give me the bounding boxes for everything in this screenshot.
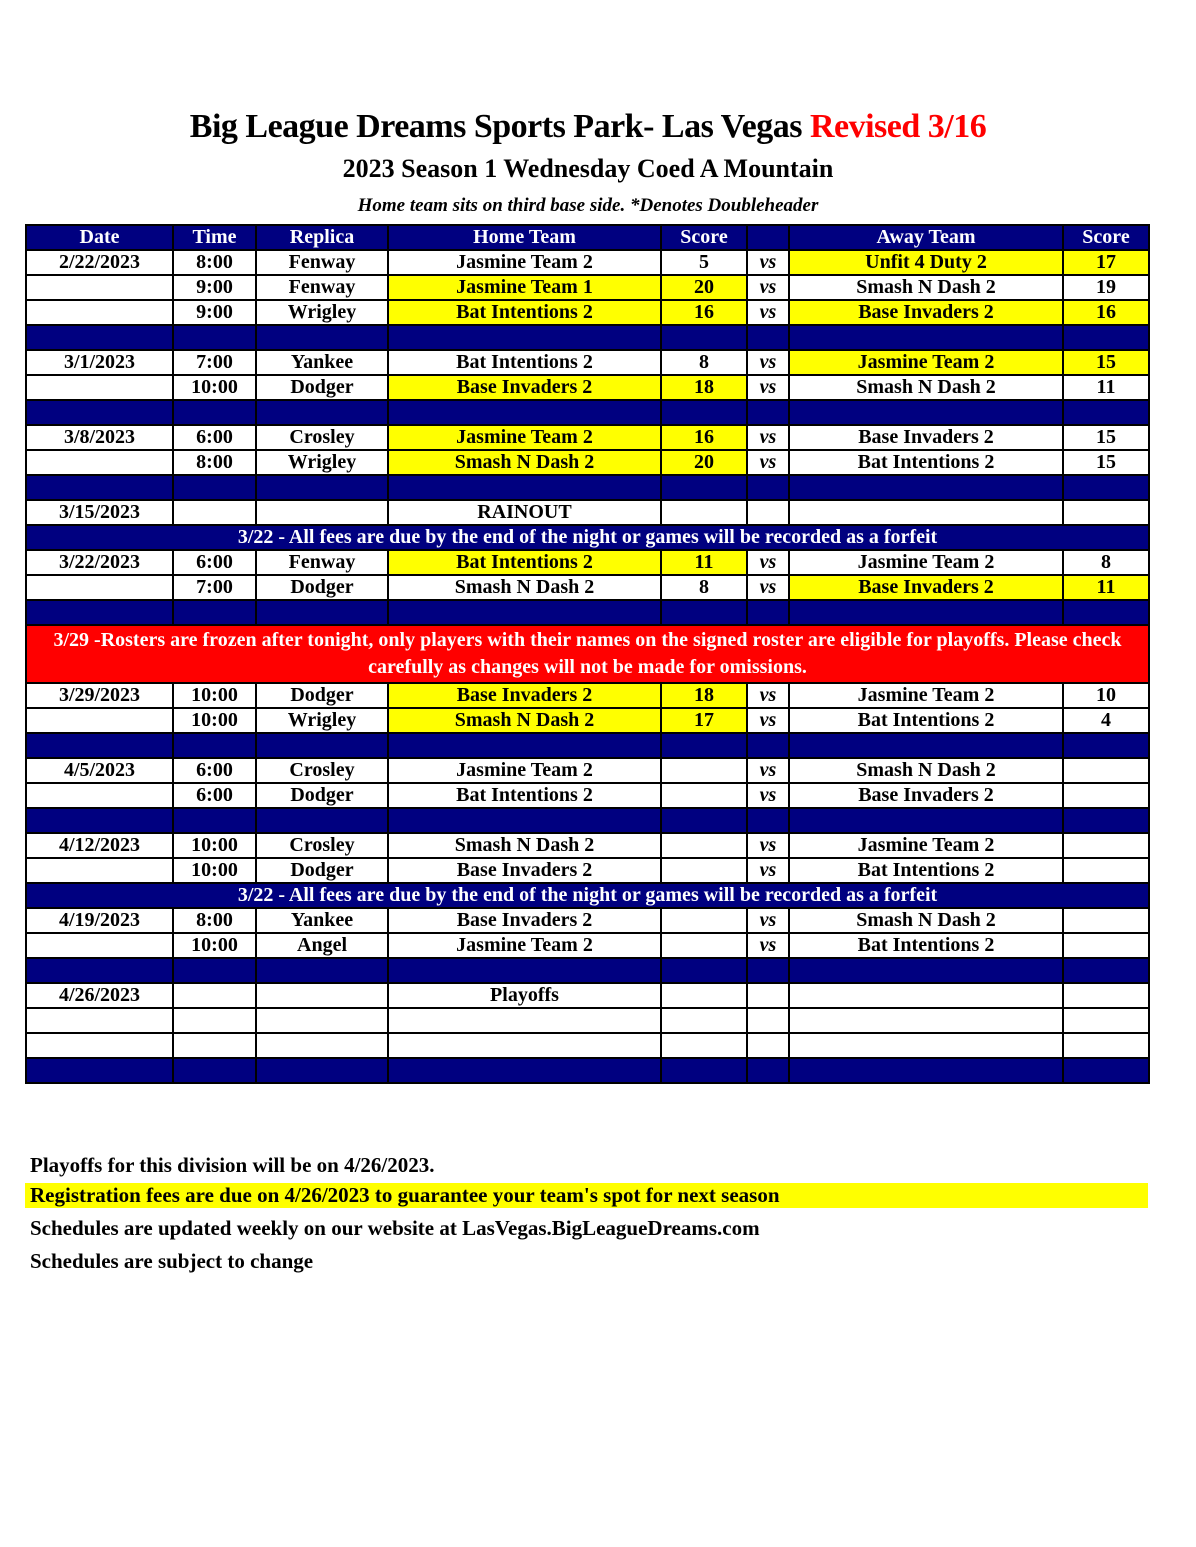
vs-label: vs (747, 858, 789, 883)
away-score (1063, 758, 1149, 783)
empty-cell (173, 1033, 256, 1058)
empty-cell (747, 1033, 789, 1058)
vs-label: vs (747, 300, 789, 325)
spacer-cell (789, 733, 1063, 758)
event-date: 3/15/2023 (26, 500, 173, 525)
spacer-cell (26, 733, 173, 758)
game-time: 7:00 (173, 575, 256, 600)
empty-cell (256, 1033, 388, 1058)
empty-cell (747, 983, 789, 1008)
spacer-cell (173, 808, 256, 833)
vs-label: vs (747, 350, 789, 375)
spacer-cell (661, 400, 747, 425)
game-replica: Yankee (256, 908, 388, 933)
spacer-cell (388, 400, 661, 425)
home-team: Bat Intentions 2 (388, 350, 661, 375)
spacer-cell (661, 325, 747, 350)
game-row (26, 683, 1149, 708)
fees-banner: 3/22 - All fees are due by the end of the night or games will be recorded as a forfeit (26, 525, 1149, 550)
game-row (26, 350, 1149, 375)
spacer-cell (26, 475, 173, 500)
spacer-cell (173, 475, 256, 500)
empty-cell (173, 500, 256, 525)
spacer-cell (1063, 475, 1149, 500)
empty-cell (173, 983, 256, 1008)
away-team: Bat Intentions 2 (789, 858, 1063, 883)
game-replica: Yankee (256, 350, 388, 375)
away-score (1063, 858, 1149, 883)
empty-cell (1063, 1033, 1149, 1058)
vs-label: vs (747, 250, 789, 275)
spacer-cell (661, 475, 747, 500)
game-date (26, 708, 173, 733)
fees-banner-row (26, 883, 1149, 908)
spacer-cell (388, 808, 661, 833)
vs-label: vs (747, 575, 789, 600)
spacer-cell (256, 600, 388, 625)
empty-cell (789, 500, 1063, 525)
footer-change-note: Schedules are subject to change (30, 1249, 314, 1273)
vs-label: vs (747, 908, 789, 933)
away-score (1063, 833, 1149, 858)
vs-label: vs (747, 783, 789, 808)
spacer-cell (26, 325, 173, 350)
empty-cell (256, 1008, 388, 1033)
game-row (26, 450, 1149, 475)
home-score: 16 (661, 425, 747, 450)
game-date (26, 783, 173, 808)
blank-row (26, 1033, 1149, 1058)
game-time: 10:00 (173, 708, 256, 733)
empty-cell (661, 500, 747, 525)
game-replica: Fenway (256, 250, 388, 275)
home-team: Smash N Dash 2 (388, 575, 661, 600)
home-score (661, 758, 747, 783)
game-time: 6:00 (173, 550, 256, 575)
game-time: 8:00 (173, 250, 256, 275)
home-team: Smash N Dash 2 (388, 708, 661, 733)
event-label: RAINOUT (388, 500, 661, 525)
col-time: Time (173, 225, 256, 250)
game-date: 2/22/2023 (26, 250, 173, 275)
game-date (26, 858, 173, 883)
spacer-cell (789, 808, 1063, 833)
spacer-cell (388, 733, 661, 758)
game-time: 9:00 (173, 275, 256, 300)
spacer-cell (789, 325, 1063, 350)
empty-cell (1063, 500, 1149, 525)
spacer-cell (747, 325, 789, 350)
away-team: Smash N Dash 2 (789, 375, 1063, 400)
spacer-cell (747, 400, 789, 425)
spacer-cell (789, 1058, 1063, 1083)
away-team: Smash N Dash 2 (789, 275, 1063, 300)
col-away-team: Away Team (789, 225, 1063, 250)
game-date: 3/8/2023 (26, 425, 173, 450)
game-replica: Wrigley (256, 300, 388, 325)
away-team: Jasmine Team 2 (789, 683, 1063, 708)
away-score (1063, 908, 1149, 933)
spacer-cell (26, 808, 173, 833)
home-team: Base Invaders 2 (388, 858, 661, 883)
game-replica: Crosley (256, 425, 388, 450)
spacer-cell (789, 958, 1063, 983)
home-score (661, 783, 747, 808)
page-note: Home team sits on third base side. *Denotes Doubleheader (357, 195, 819, 216)
game-date: 3/22/2023 (26, 550, 173, 575)
spacer-cell (388, 475, 661, 500)
schedule-body (26, 250, 1149, 1083)
home-team: Jasmine Team 2 (388, 250, 661, 275)
away-team: Smash N Dash 2 (789, 758, 1063, 783)
away-score: 19 (1063, 275, 1149, 300)
empty-cell (661, 1033, 747, 1058)
empty-cell (388, 1033, 661, 1058)
vs-label: vs (747, 683, 789, 708)
away-score: 11 (1063, 575, 1149, 600)
empty-cell (256, 983, 388, 1008)
away-score: 8 (1063, 550, 1149, 575)
game-time: 6:00 (173, 783, 256, 808)
game-replica: Dodger (256, 683, 388, 708)
home-team: Jasmine Team 2 (388, 758, 661, 783)
away-team: Smash N Dash 2 (789, 908, 1063, 933)
vs-label: vs (747, 833, 789, 858)
game-time: 10:00 (173, 858, 256, 883)
away-team: Unfit 4 Duty 2 (789, 250, 1063, 275)
empty-cell (1063, 1008, 1149, 1033)
fees-banner: 3/22 - All fees are due by the end of the night or games will be recorded as a forfeit (26, 883, 1149, 908)
game-date: 3/1/2023 (26, 350, 173, 375)
away-score: 15 (1063, 425, 1149, 450)
home-score (661, 933, 747, 958)
title-text: Big League Dreams Sports Park- Las Vegas (189, 108, 802, 145)
game-replica: Dodger (256, 858, 388, 883)
home-score: 18 (661, 683, 747, 708)
game-date (26, 275, 173, 300)
away-score: 16 (1063, 300, 1149, 325)
vs-label: vs (747, 550, 789, 575)
game-replica: Dodger (256, 783, 388, 808)
spacer-cell (661, 733, 747, 758)
game-row (26, 250, 1149, 275)
game-time: 6:00 (173, 425, 256, 450)
home-team: Jasmine Team 1 (388, 275, 661, 300)
game-time: 8:00 (173, 908, 256, 933)
empty-cell (789, 1033, 1063, 1058)
spacer-row (26, 808, 1149, 833)
spacer-cell (388, 1058, 661, 1083)
game-replica: Dodger (256, 575, 388, 600)
spacer-row (26, 958, 1149, 983)
spacer-row (26, 1058, 1149, 1083)
spacer-cell (1063, 958, 1149, 983)
away-team: Base Invaders 2 (789, 300, 1063, 325)
game-replica: Dodger (256, 375, 388, 400)
spacer-cell (789, 400, 1063, 425)
away-team: Jasmine Team 2 (789, 350, 1063, 375)
spacer-cell (256, 958, 388, 983)
event-row (26, 500, 1149, 525)
spacer-cell (747, 958, 789, 983)
spacer-cell (747, 808, 789, 833)
empty-cell (173, 1008, 256, 1033)
home-team: Bat Intentions 2 (388, 300, 661, 325)
home-team: Bat Intentions 2 (388, 783, 661, 808)
empty-cell (747, 500, 789, 525)
home-score: 18 (661, 375, 747, 400)
game-row (26, 783, 1149, 808)
game-date: 4/5/2023 (26, 758, 173, 783)
spacer-cell (1063, 808, 1149, 833)
roster-banner-row (26, 625, 1149, 683)
spacer-row (26, 475, 1149, 500)
game-time: 10:00 (173, 683, 256, 708)
home-team: Smash N Dash 2 (388, 833, 661, 858)
game-date (26, 575, 173, 600)
vs-label: vs (747, 758, 789, 783)
col-away-score: Score (1063, 225, 1149, 250)
game-row (26, 908, 1149, 933)
game-replica: Wrigley (256, 708, 388, 733)
away-score (1063, 783, 1149, 808)
game-row (26, 375, 1149, 400)
footer-website-note: Schedules are updated weekly on our website at LasVegas.BigLeagueDreams.com (30, 1216, 760, 1240)
game-replica: Wrigley (256, 450, 388, 475)
away-score: 11 (1063, 375, 1149, 400)
away-team: Bat Intentions 2 (789, 450, 1063, 475)
game-replica: Fenway (256, 275, 388, 300)
spacer-row (26, 733, 1149, 758)
game-time: 9:00 (173, 300, 256, 325)
vs-label: vs (747, 708, 789, 733)
schedule-table (25, 224, 1150, 1084)
spacer-cell (747, 1058, 789, 1083)
footer-registration-note: Registration fees are due on 4/26/2023 to guarantee your team's spot for next season (25, 1183, 1148, 1208)
game-row (26, 275, 1149, 300)
home-team: Bat Intentions 2 (388, 550, 661, 575)
away-team: Bat Intentions 2 (789, 933, 1063, 958)
empty-cell (1063, 983, 1149, 1008)
away-team: Jasmine Team 2 (789, 550, 1063, 575)
away-score: 15 (1063, 450, 1149, 475)
spacer-cell (173, 600, 256, 625)
spacer-cell (661, 600, 747, 625)
home-score (661, 908, 747, 933)
game-replica: Fenway (256, 550, 388, 575)
away-score: 17 (1063, 250, 1149, 275)
home-score (661, 858, 747, 883)
spacer-cell (26, 1058, 173, 1083)
away-score: 4 (1063, 708, 1149, 733)
spacer-cell (789, 600, 1063, 625)
spacer-cell (747, 733, 789, 758)
empty-cell (26, 1033, 173, 1058)
game-replica: Angel (256, 933, 388, 958)
empty-cell (661, 1008, 747, 1033)
spacer-cell (256, 1058, 388, 1083)
game-date (26, 450, 173, 475)
vs-label: vs (747, 275, 789, 300)
empty-cell (26, 1008, 173, 1033)
home-score: 16 (661, 300, 747, 325)
home-score: 5 (661, 250, 747, 275)
away-team: Base Invaders 2 (789, 425, 1063, 450)
empty-cell (789, 983, 1063, 1008)
home-team: Smash N Dash 2 (388, 450, 661, 475)
home-score (661, 833, 747, 858)
away-team: Jasmine Team 2 (789, 833, 1063, 858)
vs-label: vs (747, 375, 789, 400)
spacer-cell (1063, 600, 1149, 625)
page-subtitle: 2023 Season 1 Wednesday Coed A Mountain (342, 154, 834, 183)
game-row (26, 833, 1149, 858)
home-team: Base Invaders 2 (388, 908, 661, 933)
empty-cell (789, 1008, 1063, 1033)
spacer-cell (661, 808, 747, 833)
home-team: Base Invaders 2 (388, 683, 661, 708)
spacer-cell (26, 600, 173, 625)
spacer-cell (256, 325, 388, 350)
home-score: 8 (661, 350, 747, 375)
game-row (26, 300, 1149, 325)
col-date: Date (26, 225, 173, 250)
empty-cell (747, 1008, 789, 1033)
spacer-cell (1063, 1058, 1149, 1083)
home-score: 11 (661, 550, 747, 575)
game-time: 10:00 (173, 833, 256, 858)
home-team: Jasmine Team 2 (388, 425, 661, 450)
spacer-cell (661, 958, 747, 983)
game-row (26, 858, 1149, 883)
game-row (26, 708, 1149, 733)
game-row (26, 933, 1149, 958)
game-row (26, 758, 1149, 783)
empty-cell (661, 983, 747, 1008)
home-team: Jasmine Team 2 (388, 933, 661, 958)
vs-label: vs (747, 425, 789, 450)
fees-banner-row (26, 525, 1149, 550)
empty-cell (388, 1008, 661, 1033)
home-score: 20 (661, 450, 747, 475)
away-team: Bat Intentions 2 (789, 708, 1063, 733)
away-score: 15 (1063, 350, 1149, 375)
event-label: Playoffs (388, 983, 661, 1008)
spacer-cell (173, 1058, 256, 1083)
home-team: Base Invaders 2 (388, 375, 661, 400)
col-home-team: Home Team (388, 225, 661, 250)
spacer-row (26, 600, 1149, 625)
vs-label: vs (747, 450, 789, 475)
spacer-cell (173, 400, 256, 425)
col-vs (747, 225, 789, 250)
away-score: 10 (1063, 683, 1149, 708)
game-time: 10:00 (173, 375, 256, 400)
spacer-cell (26, 958, 173, 983)
revised-label: Revised 3/16 (809, 108, 987, 145)
away-team: Base Invaders 2 (789, 575, 1063, 600)
game-replica: Crosley (256, 833, 388, 858)
home-score: 20 (661, 275, 747, 300)
spacer-cell (256, 400, 388, 425)
game-time: 7:00 (173, 350, 256, 375)
spacer-cell (388, 600, 661, 625)
blank-row (26, 1008, 1149, 1033)
col-home-score: Score (661, 225, 747, 250)
game-time: 10:00 (173, 933, 256, 958)
spacer-cell (26, 400, 173, 425)
game-date (26, 375, 173, 400)
spacer-cell (661, 1058, 747, 1083)
game-date (26, 300, 173, 325)
game-row (26, 575, 1149, 600)
away-team: Base Invaders 2 (789, 783, 1063, 808)
game-date: 3/29/2023 (26, 683, 173, 708)
event-row (26, 983, 1149, 1008)
game-date (26, 933, 173, 958)
col-replica: Replica (256, 225, 388, 250)
empty-cell (256, 500, 388, 525)
spacer-cell (1063, 325, 1149, 350)
game-row (26, 425, 1149, 450)
spacer-cell (173, 958, 256, 983)
header-row (26, 225, 1149, 250)
spacer-row (26, 325, 1149, 350)
game-time: 6:00 (173, 758, 256, 783)
spacer-row (26, 400, 1149, 425)
page-title (0, 108, 1176, 146)
vs-label: vs (747, 933, 789, 958)
spacer-cell (747, 600, 789, 625)
spacer-cell (173, 325, 256, 350)
roster-banner: 3/29 -Rosters are frozen after tonight, only players with their names on the signed roster are eligible for playoffs. Please check carefully as changes will not be made for omissions. (26, 625, 1149, 683)
spacer-cell (173, 733, 256, 758)
spacer-cell (256, 475, 388, 500)
home-score: 8 (661, 575, 747, 600)
away-score (1063, 933, 1149, 958)
game-replica: Crosley (256, 758, 388, 783)
spacer-cell (747, 475, 789, 500)
footer-playoffs-note: Playoffs for this division will be on 4/26/2023. (30, 1153, 435, 1177)
home-score: 17 (661, 708, 747, 733)
game-row (26, 550, 1149, 575)
spacer-cell (789, 475, 1063, 500)
spacer-cell (1063, 400, 1149, 425)
spacer-cell (256, 808, 388, 833)
event-date: 4/26/2023 (26, 983, 173, 1008)
spacer-cell (388, 958, 661, 983)
spacer-cell (256, 733, 388, 758)
spacer-cell (388, 325, 661, 350)
spacer-cell (1063, 733, 1149, 758)
game-time: 8:00 (173, 450, 256, 475)
game-date: 4/19/2023 (26, 908, 173, 933)
game-date: 4/12/2023 (26, 833, 173, 858)
